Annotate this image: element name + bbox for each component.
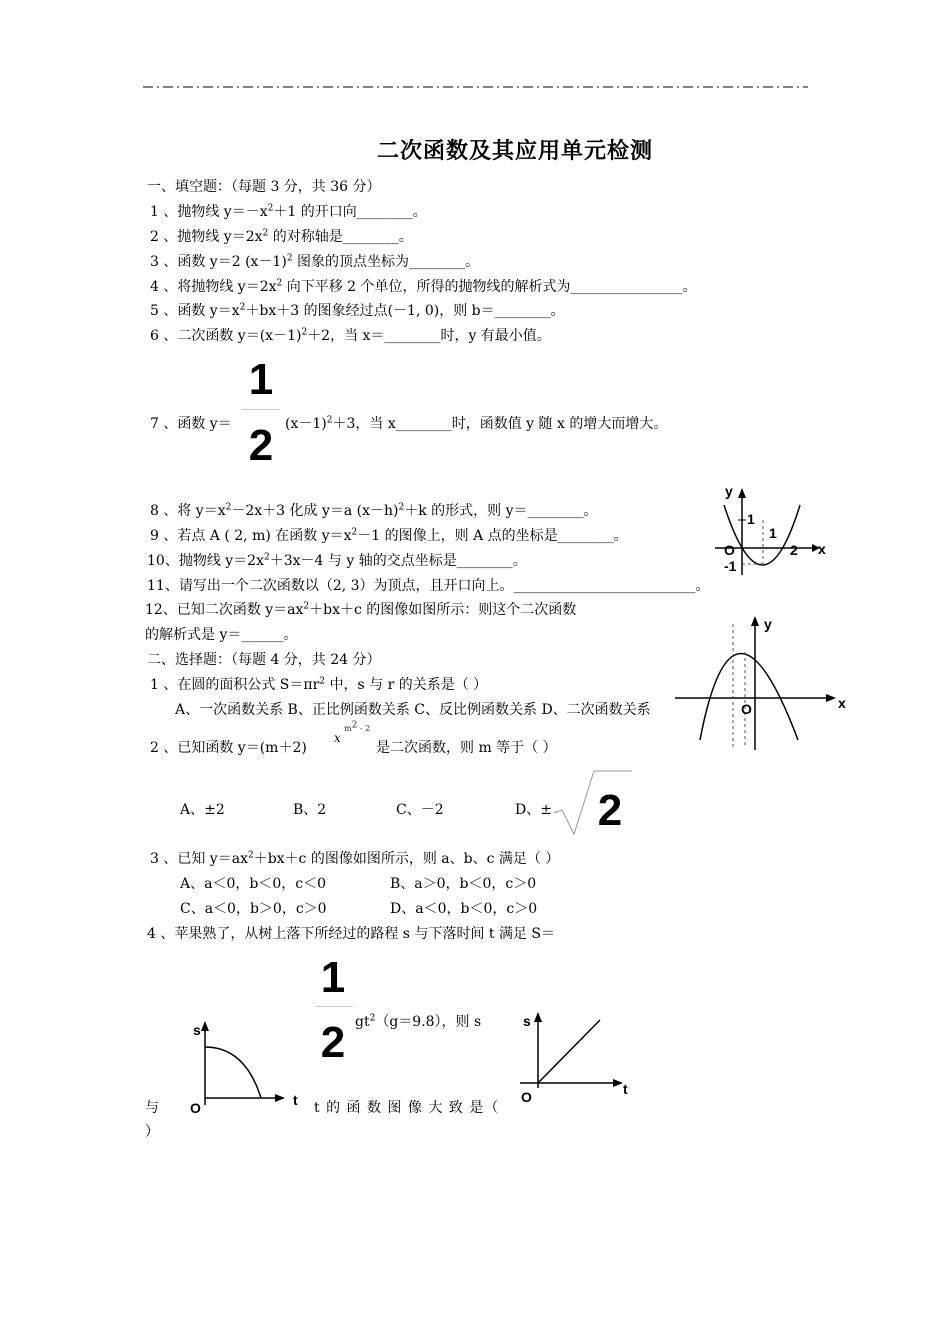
choice-1-options: A、一次函数关系 B、正比例函数关系 C、反比例函数关系 D、二次函数关系	[175, 702, 651, 718]
choice-3-option-a: A、a＜0，b＜0，c＜0	[180, 876, 326, 892]
graph1-label-neg-one: -1	[724, 558, 737, 574]
graphB-label-o: O	[521, 1089, 532, 1105]
choice-4-gravity: $gt^2(g=9.8)$，则 s	[355, 1013, 482, 1030]
graphB-label-t: t	[623, 1081, 628, 1097]
question-4: 4 、将抛物线 $y=2x^2$ 向下平移 2 个单位，所得的抛物线的解析式为________________。	[150, 278, 697, 295]
choice-2-x: x	[334, 731, 341, 745]
choice-4-fraction-bar	[315, 1006, 353, 1007]
graph1-label-y: y	[725, 483, 733, 499]
graphB-t-arrow	[613, 1079, 623, 1087]
graph1-label-one-y: 1	[747, 511, 755, 527]
graphA-label-s: s	[193, 1022, 201, 1038]
q7-fraction-denominator: 2	[248, 421, 274, 470]
choice-2-option-b: B、2	[293, 802, 327, 818]
choice-3-option-b: B、a＞0，b＜0，c＞0	[390, 876, 537, 892]
choice-3-option-d: D、a＜0，b＜0，c＞0	[390, 901, 538, 917]
section-choice-heading: 二、选择题：（每题 4 分，共 24 分）	[147, 652, 381, 668]
choice-2-exponent: $m^2 - 2$	[344, 720, 371, 733]
choice-2-sqrt-value: 2	[597, 786, 623, 835]
choice-4: 4 、苹果熟了，从树上落下所经过的路程 s 与下落时间 t 满足 S＝	[147, 926, 556, 942]
downward-parabola-graph	[670, 612, 850, 752]
question-6: 6 、二次函数 $y=(x-1)^2+2$，当 x＝________时，y 有最小值。	[150, 327, 551, 344]
choice-2-option-c: C、－2	[396, 802, 444, 818]
question-12-line2: 的解析式是 y＝______。	[145, 627, 298, 643]
question-8: 8 、将 $y=x^2-2x+3$ 化成 y＝a $(x-h)^2+k$ 的形式，则 y＝________。	[150, 502, 598, 519]
choice-1: 1 、在圆的面积公式 $S=\pi r^2$ 中，s 与 r 的关系是（ ）	[150, 676, 488, 693]
choice-3: 3 、已知 $y=ax^2+bx+c$ 的图像如图所示，则 a、b、c 满足（ ）	[150, 850, 560, 867]
graph1-label-x: x	[818, 541, 826, 557]
graphA-curve	[205, 1047, 261, 1098]
choice-4-end-1: 与	[145, 1100, 159, 1116]
choice-4-end-3: ）	[145, 1124, 159, 1140]
question-7-prefix: 7 、函数 y＝	[150, 416, 232, 432]
page-title: 二次函数及其应用单元检测	[377, 138, 654, 164]
graphA-label-o: O	[190, 1100, 201, 1116]
graph2-x-arrow	[826, 694, 836, 702]
header-dashed-line	[0, 82, 950, 92]
choice-2-option-a: A、±2	[180, 802, 225, 818]
choice-4-fraction-denominator: 2	[320, 1018, 346, 1067]
choice-2-suffix: 是二次函数，则 m 等于（ ）	[376, 740, 557, 756]
graph1-parabola	[724, 505, 800, 565]
question-3: 3 、函数 y＝2 $(x-1)^2$ 图象的顶点坐标为________。	[150, 253, 479, 270]
graph2-y-arrow	[751, 616, 759, 626]
question-2: 2 、抛物线 $y=2x^2$ 的对称轴是________。	[150, 228, 413, 245]
section-fill-heading: 一、填空题：（每题 3 分，共 36 分）	[147, 179, 381, 195]
graph2-label-o: O	[741, 701, 752, 717]
question-7-suffix: $(x-1)^2+3$，当 x________时，函数值 y 随 x 的增大而增大。	[285, 415, 668, 432]
question-9: 9 、若点 A ( 2, m) 在函数 $y=x^2-1$ 的图像上，则 A 点的坐标是________。	[150, 527, 628, 544]
graph2-label-y: y	[764, 616, 772, 632]
question-12-line1: 12、已知二次函数 $y=ax^2+bx+c$ 的图像如图所示：则这个二次函数	[145, 601, 577, 618]
question-1: 1 、抛物线 $y=-x^2+1$ 的开口向________。	[150, 203, 427, 220]
question-5: 5 、函数 $y=x^2+bx+3$ 的图象经过点(－1, 0)，则 b＝________。	[150, 302, 565, 319]
graph1-label-o: O	[724, 542, 735, 558]
q7-fraction-numerator: 1	[248, 355, 274, 404]
graph1-label-one-x: 1	[769, 525, 777, 541]
graphA-t-arrow	[275, 1094, 285, 1102]
question-10: 10、抛物线 $y=2x^2+3x-4$ 与 y 轴的交点坐标是________。	[147, 552, 527, 569]
graph1-label-two: 2	[790, 542, 798, 558]
graph2-label-x: x	[838, 695, 846, 711]
graph-a-s-t-curve	[195, 1015, 305, 1115]
graph-b-s-t-line	[515, 1008, 635, 1098]
choice-4-end-2: t 的 函 数 图 像 大 致 是（	[314, 1100, 500, 1116]
choice-4-fraction-numerator: 1	[320, 953, 346, 1002]
graphB-s-arrow	[534, 1012, 542, 1022]
graphB-label-s: s	[523, 1013, 531, 1029]
question-11: 11、请写出一个二次函数以（2, 3）为顶点，且开口向上。__________________________。	[147, 578, 710, 594]
graph2-parabola	[700, 654, 798, 741]
graphA-label-t: t	[293, 1092, 298, 1108]
choice-2-prefix: 2 、已知函数 y＝(m＋2)	[150, 740, 307, 756]
choice-3-option-c: C、a＜0，b＞0，c＞0	[180, 901, 327, 917]
choice-2-option-d: D、±	[515, 802, 552, 818]
graphA-s-arrow	[201, 1021, 209, 1031]
graph1-y-arrow	[738, 488, 746, 498]
q7-fraction-bar	[242, 409, 280, 410]
graphB-line	[538, 1020, 600, 1083]
